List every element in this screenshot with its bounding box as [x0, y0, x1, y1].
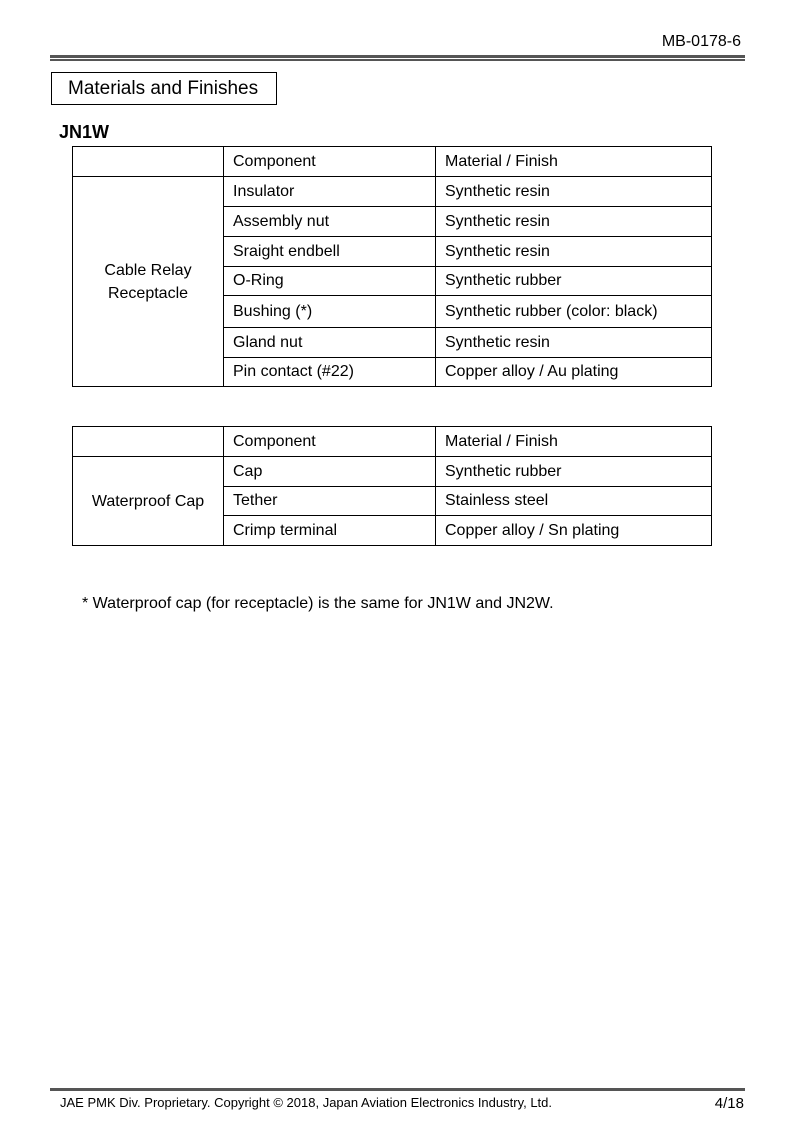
material-cell: Copper alloy / Sn plating — [436, 516, 712, 546]
component-cell: Cap — [224, 457, 436, 487]
component-cell: Crimp terminal — [224, 516, 436, 546]
category-cell — [73, 177, 224, 387]
table-header-row — [73, 147, 712, 177]
material-cell: Synthetic resin — [436, 177, 712, 207]
table-header-row — [73, 427, 712, 457]
header-cell-empty — [73, 147, 224, 177]
header-rule-thin — [50, 59, 745, 61]
section-title: Materials and Finishes — [51, 72, 277, 105]
material-cell: Stainless steel — [436, 487, 712, 516]
material-cell: Synthetic rubber — [436, 267, 712, 296]
footer-copyright: JAE PMK Div. Proprietary. Copyright © 2018, Japan Aviation Electronics Industry, Ltd. — [60, 1095, 553, 1110]
header-cell-component: Component — [224, 427, 436, 457]
table-row — [73, 177, 712, 207]
category-label: Cable Relay Receptacle — [104, 261, 192, 302]
header-cell-empty — [73, 427, 224, 457]
part-title: JN1W — [59, 122, 110, 142]
header-cell-material: Material / Finish — [436, 427, 712, 457]
table-row — [73, 457, 712, 487]
component-cell: Bushing (*) — [224, 296, 436, 328]
category-cell: Waterproof Cap — [73, 457, 224, 546]
component-cell: Sraight endbell — [224, 237, 436, 267]
material-cell: Copper alloy / Au plating — [436, 358, 712, 387]
component-cell: Assembly nut — [224, 207, 436, 237]
header-cell-material: Material / Finish — [436, 147, 712, 177]
header-rule — [50, 55, 745, 58]
material-cell: Synthetic resin — [436, 207, 712, 237]
material-cell: Synthetic rubber (color: black) — [436, 296, 712, 328]
material-cell: Synthetic resin — [436, 237, 712, 267]
component-cell: Tether — [224, 487, 436, 516]
material-cell: Synthetic rubber — [436, 457, 712, 487]
document-id: MB-0178-6 — [661, 33, 741, 50]
component-cell: Gland nut — [224, 328, 436, 358]
footnote: * Waterproof cap (for receptacle) is the same for JN1W and JN2W. — [82, 595, 554, 612]
materials-table-waterproof-cap — [72, 426, 712, 546]
footer-rule — [50, 1088, 745, 1091]
component-cell: O-Ring — [224, 267, 436, 296]
material-cell: Synthetic resin — [436, 328, 712, 358]
materials-table-receptacle — [72, 146, 712, 387]
component-cell: Pin contact (#22) — [224, 358, 436, 387]
header-cell-component: Component — [224, 147, 436, 177]
page-number: 4/18 — [714, 1095, 744, 1112]
component-cell: Insulator — [224, 177, 436, 207]
